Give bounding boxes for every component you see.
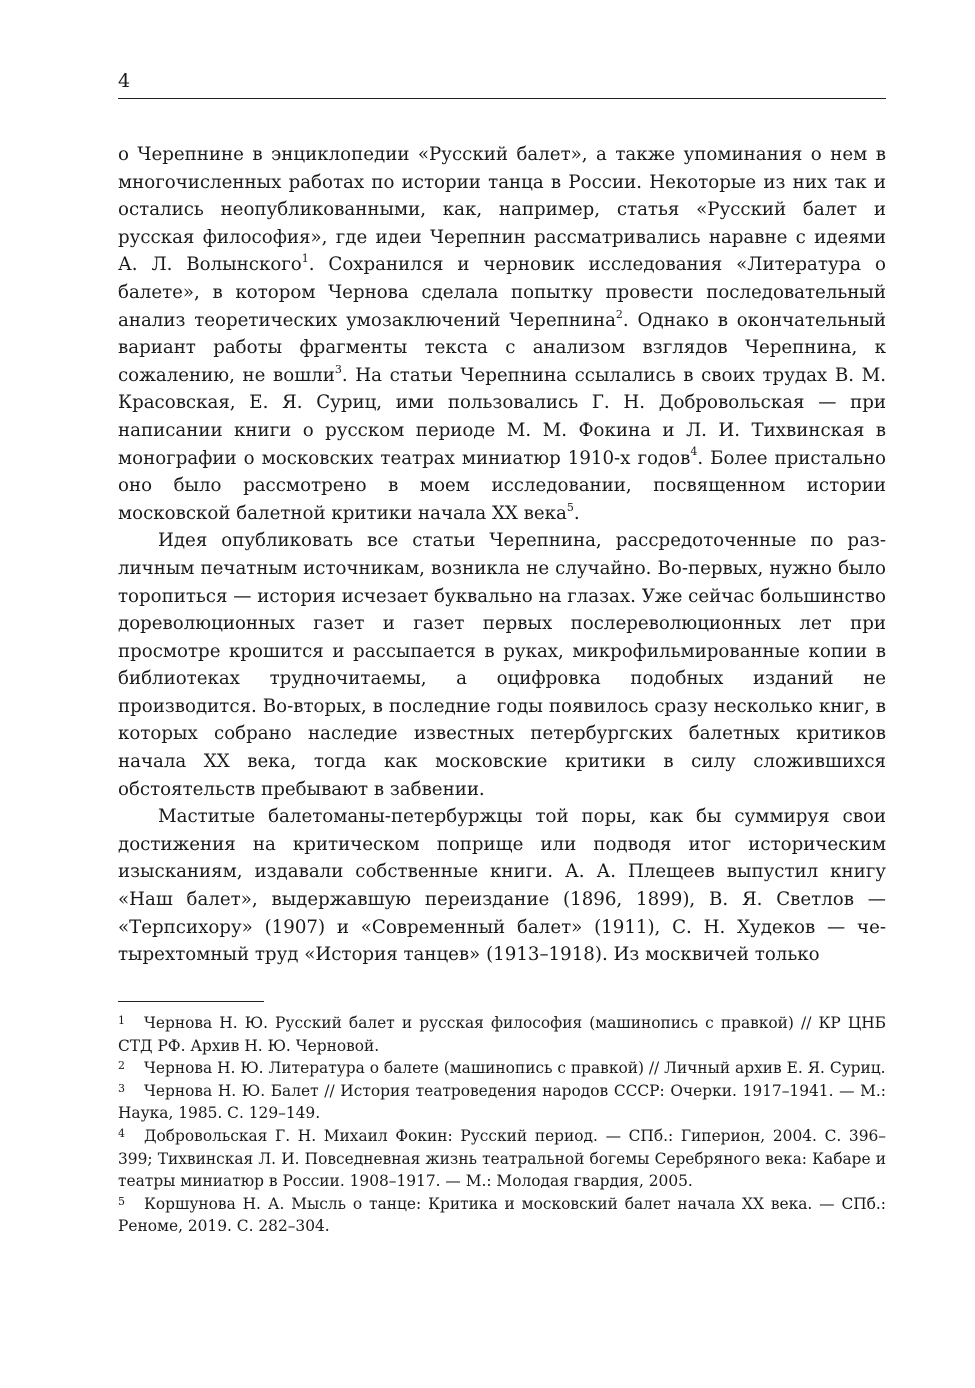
footnote-text: Чернова Н. Ю. Балет // История театроведения народов СССР: Очерки. 1917–1941. — М.: Наука, 1985. С. 129–149. <box>118 1081 886 1123</box>
footnote-2 <box>118 1057 886 1080</box>
text-run: . Более пристально оно было рассмотрено в моем исследовании, посвященном истории московской балетной критики начала XX века <box>118 447 886 524</box>
paragraph-3 <box>118 803 886 969</box>
footnote-number: 4 <box>118 1126 125 1140</box>
footnote-number: 1 <box>118 1014 125 1027</box>
footnote-number: 5 <box>118 1194 125 1208</box>
footnote-number: 3 <box>118 1081 125 1095</box>
text-run: . <box>573 502 580 524</box>
footnote-1 <box>118 1012 886 1057</box>
footnote-text: Чернова Н. Ю. Русский балет и русская философия (машинопись с правкой) // КР ЦНБ СТД РФ. Архив Н. Ю. Черновой. <box>118 1014 886 1055</box>
footnote-ref: 1 <box>301 252 309 266</box>
footnote-text: Добровольская Г. Н. Михаил Фокин: Русский период. — СПб.: Гиперион, 2004. С. 396–399; Тихвинская Л. И. Повседневная жизнь театральной богемы Серебряного века: Кабаре и театры миниатюр в России. 1908–1917. — М.: Молодая гвардия, 2005. <box>118 1126 886 1191</box>
text-run: . Сохранился и черновик исследования «Литература о балете», в котором Чернова сделала попытку провести последовательный анализ теоретических умозаключений Черепнина <box>118 254 886 331</box>
text-run: о Черепнине в энциклопедии «Русский балет», а также упоминания о нем в многочисленных работах по истории танца в России. Некоторые из них так и остались неопубликованными, как, например, статья «Русский балет и русская философия», где идеи Черепнин рассматривались наравне с идеями А. Л. Волынского <box>118 144 886 276</box>
text-run: Маститые балетоманы-петербуржцы той поры, как бы суммируя свои достижения на критическом поприще или подводя итог историческим изысканиям, издавали собственные книги. А. А. Плещеев выпустил книгу «Наш балет», выдержавшую переиздание (1896, 1899), В. Я. Светлов — «Терпсихору» (1907) и «Современный балет» (1911), С. Н. Худеков — четырехтомный труд «История танцев» (1913–1918). Из москвичей только <box>118 806 886 966</box>
text-run: Идея опубликовать все статьи Черепнина, рассредоточенные по различным печатным источникам, возникла не случайно. Во-первых, нужно было торопиться — история исчезает буквально на глазах. Уже сейчас большинство дореволюционных газет и газет первых послереволюционных лет при просмотре крошится и рассыпается в руках, микрофильмированные копии в библиотеках трудночитаемы, а оцифровка подобных изданий не производится. Во-вторых, в последние годы появилось сразу несколько книг, в которых собрано наследие известных петербургских балетных критиков начала XX века, тогда как московские критики в силу сложившихся обстоятельств пребывают в забвении. <box>118 530 886 800</box>
footnote-3 <box>118 1080 886 1125</box>
paragraph-1 <box>118 141 886 527</box>
footnote-4 <box>118 1125 886 1193</box>
footnote-ref: 5 <box>566 500 574 514</box>
body-text <box>118 141 886 969</box>
footnote-ref: 2 <box>615 307 623 321</box>
footnote-text: Коршунова Н. А. Мысль о танце: Критика и московский балет начала XX века. — СПб.: Реноме, 2019. С. 282–304. <box>118 1194 886 1236</box>
footnote-rule <box>118 1001 264 1002</box>
header-rule <box>118 98 886 99</box>
footnote-ref: 3 <box>334 362 342 376</box>
page-number: 4 <box>118 70 131 92</box>
footnote-text: Чернова Н. Ю. Литература о балете (машинопись с правкой) // Личный архив Е. Я. Суриц. <box>144 1059 886 1078</box>
text-run: . Однако в окончательный вариант работы фрагменты текста с анализом взглядов Черепнина, к сожалению, не вошли <box>118 309 886 386</box>
footnote-ref: 4 <box>690 445 698 459</box>
footnote-5 <box>118 1193 886 1238</box>
footnote-number: 2 <box>118 1059 125 1073</box>
paragraph-2 <box>118 527 886 803</box>
footnotes <box>118 1012 886 1238</box>
text-run: . На статьи Черепнина ссылались в своих трудах В. М. Красовская, Е. Я. Суриц, ими пользовались Г. Н. Добровольская — при написании книги о русском периоде М. М. Фокина и Л. И. Тихвинская в монографии о московских театрах миниатюр 1910-х годов <box>118 364 887 469</box>
